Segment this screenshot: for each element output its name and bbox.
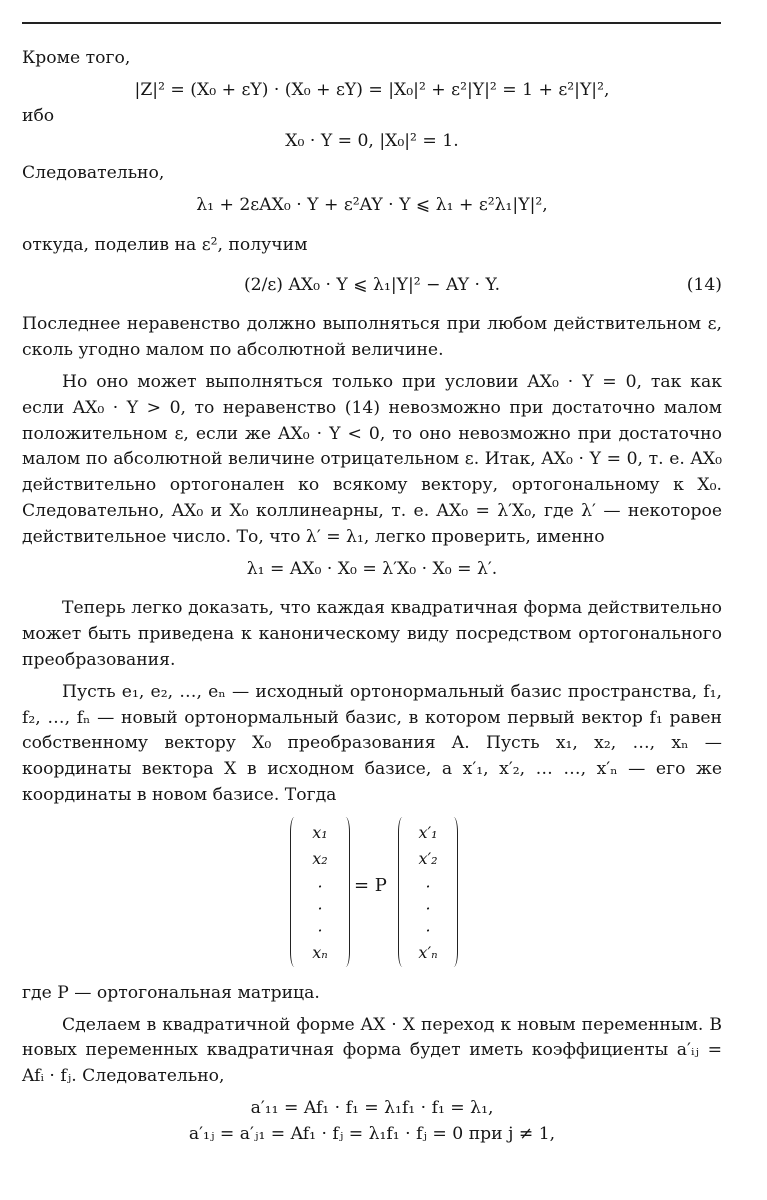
vector-entry: x₁	[312, 822, 328, 842]
paragraph: Теперь легко доказать, что каждая квадратичная форма действительно может быть приведена к каноническому виду посредством ортогонального преобразования.	[22, 598, 722, 670]
text-line: Кроме того,	[22, 48, 131, 68]
right-column-vector	[398, 817, 458, 967]
text-line: ибо	[22, 105, 55, 126]
formula: a′₁₁ = Af₁ · f₁ = λ₁f₁ · f₁ = λ₁,	[250, 1097, 494, 1118]
equation-number: (14)	[686, 274, 722, 295]
vector-entry: ·	[425, 876, 431, 896]
vector-entry: ·	[425, 898, 431, 918]
vector-entry: ·	[317, 898, 323, 918]
formula: (2/ε) AX₀ · Y ⩽ λ₁|Y|² − AY · Y.	[243, 274, 501, 295]
text-line: откуда, поделив на ε², получим	[22, 234, 308, 255]
vector-entry: ·	[317, 920, 323, 940]
paragraph: где P — ортогональная матрица.	[22, 982, 320, 1003]
coordinate-matrix-equation	[22, 817, 722, 969]
vector-entry: xₙ	[312, 942, 328, 962]
formula: λ₁ + 2εAX₀ · Y + ε²AY · Y ⩽ λ₁ + ε²λ₁|Y|²,	[196, 194, 548, 215]
formula: X₀ · Y = 0, |X₀|² = 1.	[285, 131, 459, 152]
formula: a′₁ⱼ = a′ⱼ₁ = Af₁ · fⱼ = λ₁f₁ · fⱼ = 0 при j ≠ 1,	[188, 1123, 556, 1144]
vector-entry: x₂	[312, 848, 328, 868]
text-line: Следовательно,	[22, 163, 165, 184]
paragraph: Последнее неравенство должно выполняться при любом действительном ε, сколь угодно малом по абсолютной величине.	[22, 314, 722, 361]
paragraph: Сделаем в квадратичной форме AX · X переход к новым переменным. В новых переменных квадратичная форма будет иметь коэффициенты a′ᵢⱼ = Afᵢ · fⱼ. Следовательно,	[22, 1014, 722, 1087]
paragraph: Но оно может выполняться только при условии AX₀ · Y = 0, так как если AX₀ · Y > 0, то неравенство (14) невозможно при достаточно малом положительном ε, если же AX₀ · Y < 0, то оно невозможно при достаточно малом по абсолютной величине отрицательном ε. Итак, AX₀ · Y = 0, т. е. AX₀ действительно ортогонален ко всякому вектору, ортогональному к X₀. Следовательно, AX₀ и X₀ коллинеарны, т. е. AX₀ = λ′X₀, где λ′ — некоторое действительное число. То, что λ′ = λ₁, легко проверить, именно	[22, 371, 722, 547]
vector-entry: x′₂	[418, 848, 438, 868]
vector-entry: x′₁	[418, 822, 438, 842]
vector-entry: ·	[317, 876, 323, 896]
formula: |Z|² = (X₀ + εY) · (X₀ + εY) = |X₀|² + ε²|Y|² = 1 + ε²|Y|²,	[134, 79, 610, 100]
equals-P: = P	[354, 874, 387, 896]
top-rule	[22, 22, 721, 24]
formula-14	[22, 273, 722, 299]
formula: λ₁ = AX₀ · X₀ = λ′X₀ · X₀ = λ′.	[246, 558, 498, 579]
vector-entry: x′ₙ	[418, 942, 438, 962]
vector-entry: ·	[425, 920, 431, 940]
page-body	[22, 30, 722, 1148]
paragraph: Пусть e₁, e₂, …, eₙ — исходный ортонормальный базис пространства, f₁, f₂, …, fₙ — новый ортонормальный базис, в котором первый вектор f₁ равен собственному вектору X₀ преобразования A. Пусть x₁, x₂, …, xₙ — координаты вектора X в исходном базисе, а x′₁, x′₂, … …, x′ₙ — его же координаты в новом базисе. Тогда	[22, 681, 722, 805]
left-column-vector	[290, 817, 350, 967]
